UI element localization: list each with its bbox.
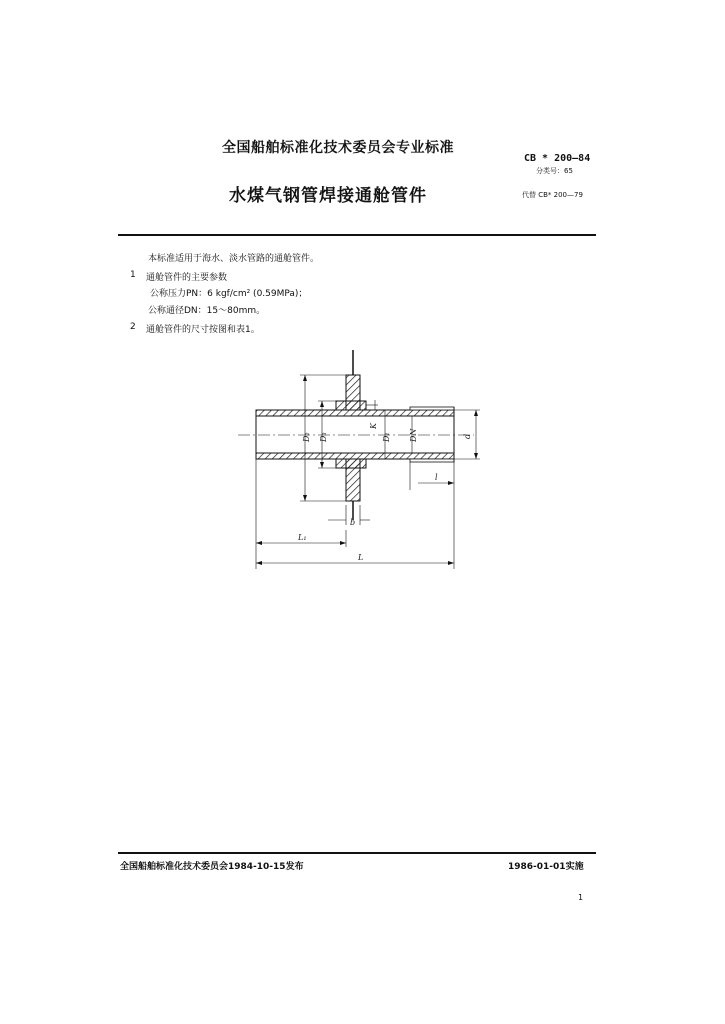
standard-number: CB * 200—84 bbox=[524, 153, 591, 164]
label-dn: DN bbox=[409, 428, 418, 442]
label-l: l bbox=[435, 473, 438, 482]
label-k: K bbox=[369, 423, 378, 429]
pipe-wall-top bbox=[256, 410, 454, 416]
dimension-arrows bbox=[256, 375, 478, 565]
nominal-pressure-line: 公称压力PN：6 kgf/cm² (0.59MPa)； bbox=[150, 289, 308, 299]
section-2-number: 2 bbox=[130, 322, 136, 332]
sleeve-top bbox=[336, 401, 366, 410]
outer-pipe-bottom bbox=[410, 459, 454, 462]
category-number: 分类号：65 bbox=[536, 167, 573, 175]
pipe-fitting-drawing bbox=[230, 345, 490, 575]
sleeve-bottom bbox=[336, 459, 366, 468]
pipe-wall-bottom bbox=[256, 453, 454, 459]
label-total-l: L bbox=[358, 553, 364, 562]
footer-rule bbox=[118, 852, 596, 854]
label-d3: D₃ bbox=[319, 432, 328, 442]
section-1-title: 通舱管件的主要参数 bbox=[146, 273, 228, 283]
label-d: d bbox=[463, 433, 472, 439]
outer-pipe-top bbox=[410, 407, 454, 410]
dimension-lines bbox=[256, 375, 480, 569]
label-l1: L₁ bbox=[298, 533, 307, 542]
header-rule bbox=[118, 234, 596, 236]
label-d2: D₂ bbox=[302, 432, 311, 442]
label-b: b bbox=[350, 518, 356, 527]
page-number: 1 bbox=[578, 893, 584, 902]
nominal-diameter-line: 公称通径DN：15～80mm。 bbox=[148, 306, 266, 316]
effective-date: 1986-01-01实施 bbox=[508, 862, 584, 872]
committee-heading: 全国船舶标准化技术委员会专业标准 bbox=[222, 140, 454, 156]
label-d1: D₁ bbox=[382, 432, 391, 442]
document-title: 水煤气钢管焊接通舱管件 bbox=[229, 186, 427, 206]
intro-paragraph: 本标准适用于海水、淡水管路的通舱管件。 bbox=[148, 254, 320, 264]
section-1-number: 1 bbox=[130, 270, 136, 280]
section-2-title: 通舱管件的尺寸按图和表1。 bbox=[146, 325, 260, 335]
issue-date: 全国船舶标准化技术委员会1984-10-15发布 bbox=[120, 862, 304, 872]
replaces-standard: 代替 CB* 200—79 bbox=[522, 191, 583, 199]
